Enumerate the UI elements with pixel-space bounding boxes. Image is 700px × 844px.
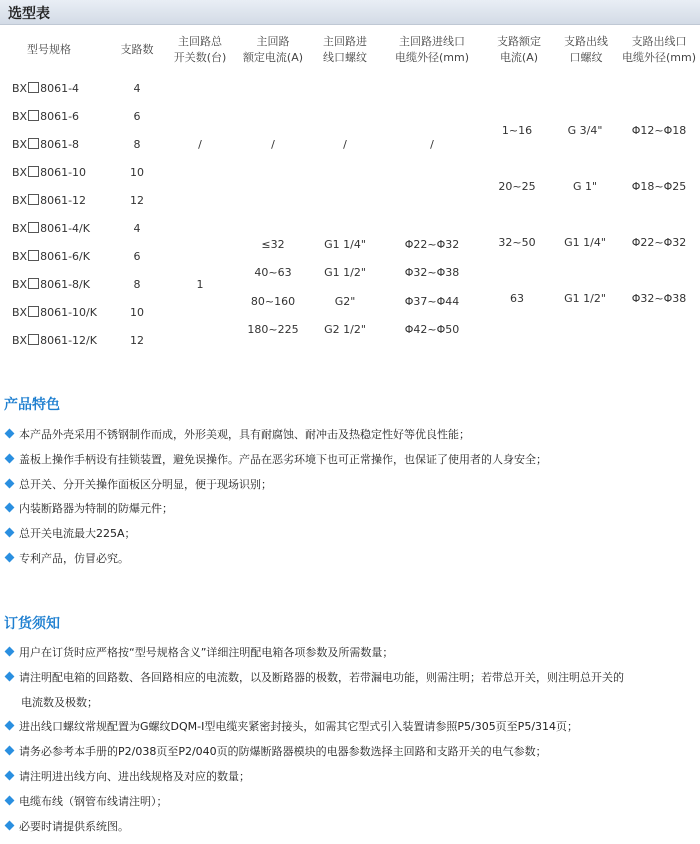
branch-thread-cell: G 1" <box>572 180 598 193</box>
na-main-cable: / <box>430 138 434 151</box>
selection-table-header-bar <box>0 0 700 25</box>
header-main-thread: 主回路进 线口螺纹 <box>323 35 367 64</box>
diamond-bullet-icon <box>5 771 15 781</box>
diamond-bullet-icon <box>5 672 15 682</box>
branch-thread-cell: G 3/4" <box>567 124 603 137</box>
ordering-item: 请注明配电箱的回路数、各回路相应的电流数，以及断路器的极数，若带漏电功能，则需注明；若带总开关，则注明总开关的 <box>6 671 624 685</box>
branch-count: 4 <box>133 222 141 235</box>
branch-thread-cell: G1 1/4" <box>564 236 606 249</box>
features-section-title: 产品特色 <box>4 397 60 413</box>
branch-count: 10 <box>130 306 144 319</box>
model-row: BX 8061-10 <box>12 166 87 179</box>
feature-item: 本产品外壳采用不锈钢制作而成，外形美观，具有耐腐蚀、耐冲击及热稳定性好等优良性能； <box>6 428 470 442</box>
branch-cable-cell: Φ12~Φ18 <box>631 124 687 137</box>
diamond-bullet-icon <box>5 647 15 657</box>
branch-thread-cell: G1 1/2" <box>564 292 606 305</box>
ordering-item: 用户在订货时应严格按“型号规格含义”详细注明配电箱各项参数及所需数量； <box>6 646 393 660</box>
header-total-switches: 主回路总 开关数(台) <box>173 35 227 64</box>
feature-item: 专利产品，仿冒必究。 <box>6 552 129 566</box>
na-main-thread: / <box>343 138 347 151</box>
header-main-cable: 主回路进线口 电缆外径(mm) <box>394 35 469 64</box>
branch-count: 12 <box>130 334 144 347</box>
diamond-bullet-icon <box>5 503 15 513</box>
ordering-item: 必要时请提供系统图。 <box>6 820 129 834</box>
model-row: BX 8061-6/K <box>12 250 90 263</box>
branch-cable-cell: Φ32~Φ38 <box>631 292 687 305</box>
main-current-cell: 80~160 <box>250 295 296 308</box>
model-row: BX 8061-4/K <box>12 222 90 235</box>
main-current-cell: 40~63 <box>254 266 292 279</box>
feature-item: 盖板上操作手柄设有挂锁装置，避免误操作。产品在恶劣环境下也可正常操作，也保证了使用者的人身安全； <box>6 453 547 467</box>
diamond-bullet-icon <box>5 796 15 806</box>
main-thread-cell: G2" <box>334 295 356 308</box>
ordering-item: 请注明进出线方向、进出线规格及对应的数量； <box>6 770 250 784</box>
branch-count: 8 <box>133 278 141 291</box>
model-row: BX 8061-12 <box>12 194 87 207</box>
ordering-item: 请务必参考本手册的P2/038页至P2/040页的防爆断路器模块的电器参数选择主回路和支路开关的电气参数； <box>6 745 547 759</box>
diamond-bullet-icon <box>5 721 15 731</box>
main-current-cell: ≤32 <box>261 238 285 251</box>
model-row: BX 8061-8/K <box>12 278 90 291</box>
main-thread-cell: G2 1/2" <box>324 323 366 336</box>
main-thread-cell: G1 1/4" <box>324 238 366 251</box>
header-branch-cable: 支路出线口 电缆外径(mm) <box>621 35 696 64</box>
branch-current-cell: 32~50 <box>498 236 536 249</box>
main-current-cell: 180~225 <box>247 323 299 336</box>
branch-count: 6 <box>133 250 141 263</box>
total-switches-k: 1 <box>196 278 204 291</box>
diamond-bullet-icon <box>5 821 15 831</box>
branch-count: 6 <box>133 110 141 123</box>
ordering-item: 电缆布线（钢管布线请注明）； <box>6 795 168 809</box>
main-cable-cell: Φ37~Φ44 <box>404 295 460 308</box>
branch-current-cell: 63 <box>510 292 524 305</box>
na-total-switches: / <box>198 138 202 151</box>
main-cable-cell: Φ42~Φ50 <box>404 323 460 336</box>
ordering-item: 进出线口螺纹常规配置为G螺纹DQM-I型电缆夹紧密封接头，如需其它型式引入装置请参照P5/305页至P5/314页； <box>6 720 578 734</box>
model-row: BX 8061-6 <box>12 110 80 123</box>
model-row: BX 8061-4 <box>12 82 80 95</box>
header-branches: 支路数 <box>120 43 154 56</box>
selection-table-title: 选型表 <box>8 6 50 22</box>
branch-current-cell: 1~16 <box>501 124 533 137</box>
header-branch-thread: 支路出线 口螺纹 <box>564 35 608 64</box>
branch-cable-cell: Φ18~Φ25 <box>631 180 687 193</box>
branch-count: 10 <box>130 166 144 179</box>
branch-count: 12 <box>130 194 144 207</box>
model-row: BX 8061-10/K <box>12 306 97 319</box>
diamond-bullet-icon <box>5 553 15 563</box>
model-row: BX 8061-12/K <box>12 334 97 347</box>
ordering-item-continuation: 电流数及极数； <box>21 696 98 709</box>
diamond-bullet-icon <box>5 479 15 489</box>
branch-count: 4 <box>133 82 141 95</box>
diamond-bullet-icon <box>5 746 15 756</box>
main-cable-cell: Φ32~Φ38 <box>404 266 460 279</box>
diamond-bullet-icon <box>5 429 15 439</box>
na-main-current: / <box>271 138 275 151</box>
ordering-section-title: 订货须知 <box>4 616 60 632</box>
diamond-bullet-icon <box>5 528 15 538</box>
header-model: 型号规格 <box>27 43 71 56</box>
main-cable-cell: Φ22~Φ32 <box>404 238 460 251</box>
feature-item: 总开关、分开关操作面板区分明显，便于现场识别； <box>6 478 272 492</box>
main-thread-cell: G1 1/2" <box>324 266 366 279</box>
feature-item: 内装断路器为特制的防爆元件； <box>6 502 173 516</box>
feature-item: 总开关电流最大225A； <box>6 527 136 541</box>
branch-cable-cell: Φ22~Φ32 <box>631 236 687 249</box>
header-branch-current: 支路额定 电流(A) <box>497 35 541 64</box>
header-main-current: 主回路 额定电流(A) <box>242 35 304 64</box>
diamond-bullet-icon <box>5 454 15 464</box>
branch-current-cell: 20~25 <box>498 180 536 193</box>
model-row: BX 8061-8 <box>12 138 80 151</box>
branch-count: 8 <box>133 138 141 151</box>
